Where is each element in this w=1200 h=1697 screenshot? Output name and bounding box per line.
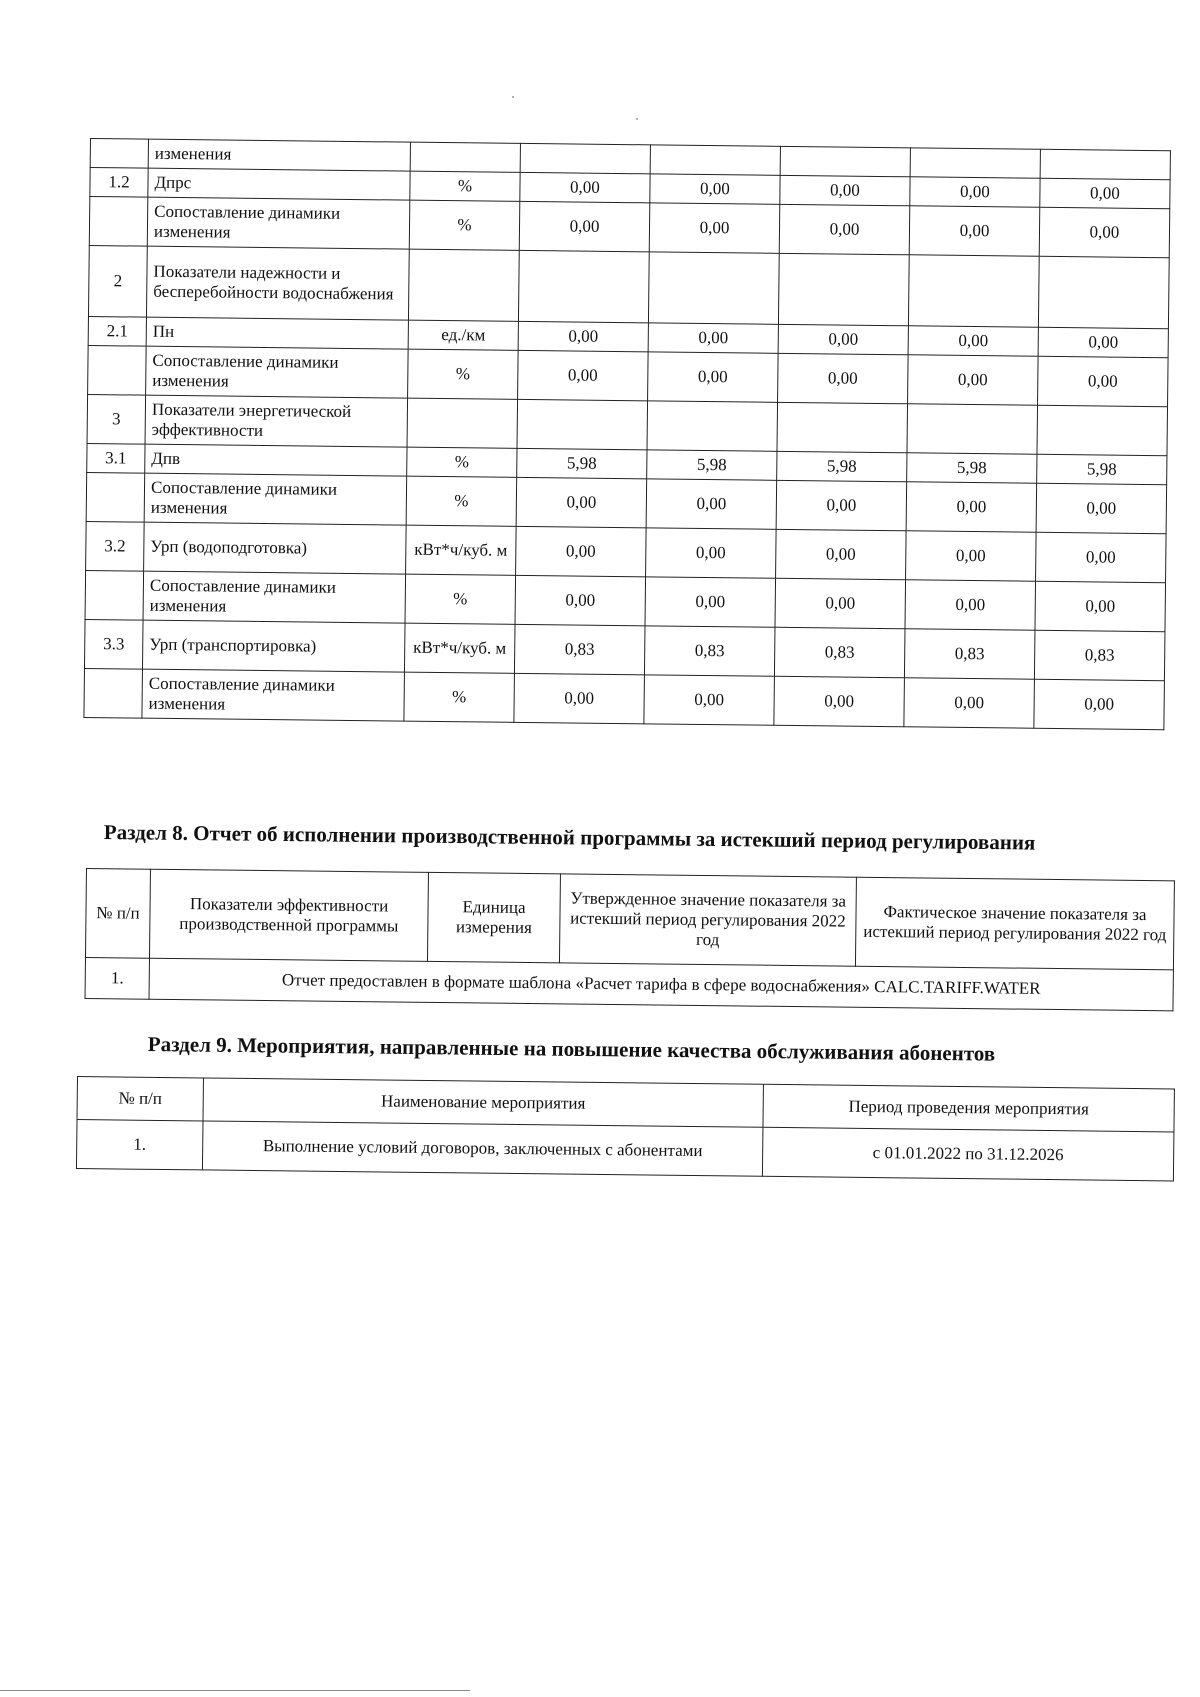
value-cell: 0,00: [778, 353, 909, 403]
value-cell: 0,00: [906, 531, 1037, 581]
value-cell: 0,00: [774, 676, 905, 726]
unit-cell: %: [405, 574, 516, 624]
col-header-name: Наименование мероприятия: [203, 1078, 763, 1127]
indicator-name: Сопоставление динамики изменения: [142, 669, 405, 721]
indicator-name: Урп (транспортировка): [142, 620, 405, 672]
section-8-title: Раздел 8. Отчет об исполнении производственной программы за истекший период регулирования: [103, 820, 1036, 855]
value-cell: 0,00: [516, 526, 647, 576]
indicator-name: Дпрс: [148, 168, 410, 200]
scan-bottom-line: [0, 1690, 470, 1691]
value-cell: 0,83: [644, 626, 775, 676]
value-cell: 0,00: [1040, 178, 1170, 208]
value-cell: 0,00: [779, 204, 910, 254]
col-header-actual: Фактическое значение показателя за истекший период регулирования 2022 год: [855, 877, 1174, 970]
value-cell: [650, 145, 780, 175]
unit-cell: %: [408, 349, 519, 399]
value-cell: 0,00: [905, 580, 1036, 630]
row-number: 1.: [76, 1120, 203, 1170]
value-cell: [780, 146, 910, 176]
section-9-title: Раздел 9. Мероприятия, направленные на повышение качества обслуживания абонентов: [147, 1032, 996, 1066]
value-cell: [907, 404, 1038, 454]
value-cell: [778, 253, 909, 325]
indicator-name: Сопоставление динамики изменения: [146, 346, 409, 398]
indicator-name: Урп (водоподготовка): [144, 522, 407, 574]
unit-cell: [408, 249, 519, 321]
value-cell: 0,00: [904, 678, 1035, 728]
col-header-approved: Утвержденное значение показателя за истекший период регулирования 2022 год: [559, 874, 856, 966]
value-cell: [1037, 405, 1168, 455]
scan-speck: [636, 118, 638, 120]
value-cell: [1038, 256, 1169, 328]
measure-name: Выполнение условий договоров, заключенных с абонентами: [202, 1121, 763, 1176]
indicator-name: Показатели надежности и бесперебойности водоснабжения: [146, 246, 409, 320]
value-cell: 5,98: [647, 450, 777, 480]
section-8-header-row: [85, 869, 1174, 970]
value-cell: [648, 252, 779, 324]
value-cell: 0,00: [776, 529, 907, 579]
indicator-name: Пн: [146, 317, 408, 349]
value-cell: 0,00: [515, 575, 646, 625]
value-cell: 0,00: [644, 675, 775, 725]
indicator-name: Сопоставление динамики изменения: [144, 473, 407, 525]
col-header-period: Период проведения мероприятия: [763, 1084, 1174, 1132]
value-cell: 0,00: [776, 480, 907, 530]
scan-speck: [512, 96, 514, 98]
value-cell: 0,00: [514, 673, 645, 723]
value-cell: 0,83: [774, 627, 905, 677]
row-number: 3.2: [86, 521, 145, 571]
indicator-name: Сопоставление динамики изменения: [143, 571, 406, 623]
value-cell: 0,00: [649, 203, 780, 253]
value-cell: 0,00: [909, 206, 1040, 256]
row-number: [88, 345, 147, 395]
indicator-name: Сопоставление динамики изменения: [147, 197, 410, 249]
value-cell: 0,00: [778, 324, 908, 354]
value-cell: 0,00: [648, 323, 778, 353]
unit-cell: кВт*ч/куб. м: [404, 623, 515, 673]
value-cell: [517, 399, 648, 449]
value-cell: 0,00: [1035, 581, 1166, 631]
row-number: 2.1: [88, 316, 146, 346]
value-cell: 0,00: [908, 355, 1039, 405]
value-cell: 0,00: [646, 479, 777, 529]
unit-cell: %: [404, 672, 515, 722]
value-cell: 5,98: [1037, 454, 1167, 484]
value-cell: 0,00: [1036, 483, 1167, 533]
value-cell: 0,00: [1039, 207, 1170, 257]
value-cell: [777, 402, 908, 452]
row-number: 3: [87, 394, 146, 444]
value-cell: 0,00: [520, 172, 650, 202]
row-number: 2: [88, 245, 147, 317]
value-cell: 0,00: [910, 177, 1040, 207]
value-cell: 0,00: [1038, 327, 1168, 357]
row-number: [86, 472, 145, 522]
value-cell: 0,00: [1038, 356, 1169, 406]
unit-cell: [407, 398, 518, 448]
value-cell: 5,98: [517, 448, 647, 478]
value-cell: 0,83: [514, 624, 645, 674]
section-9-table: [76, 1076, 1175, 1181]
value-cell: 0,00: [780, 175, 910, 205]
section-8-table: [85, 868, 1175, 1011]
value-cell: 0,83: [1034, 630, 1165, 680]
row-number: [85, 570, 144, 620]
table-row: [88, 245, 1169, 328]
indicators-table: [83, 138, 1171, 730]
value-cell: 0,00: [1034, 679, 1165, 729]
indicator-name: Дпв: [145, 444, 407, 476]
indicator-name: изменения: [148, 139, 410, 171]
unit-cell: ед./км: [408, 320, 518, 350]
value-cell: [518, 250, 649, 322]
indicator-name: Показатели энергетической эффективности: [145, 395, 408, 447]
col-header-no: № п/п: [77, 1077, 203, 1121]
value-cell: 0,00: [518, 321, 648, 351]
value-cell: [647, 401, 778, 451]
value-cell: 0,00: [775, 578, 906, 628]
unit-cell: %: [410, 171, 520, 201]
value-cell: 0,00: [646, 528, 777, 578]
row-number: 3.1: [87, 443, 145, 473]
value-cell: 0,00: [516, 477, 647, 527]
value-cell: 5,98: [777, 451, 907, 481]
report-note: Отчет предоставлен в формате шаблона «Расчет тарифа в сфере водоснабжения» CALC.TARIFF.WATER: [149, 958, 1173, 1011]
value-cell: 5,98: [907, 453, 1037, 483]
row-number: [89, 197, 148, 247]
col-header-unit: Единица измерения: [427, 872, 560, 962]
row-number: 1.2: [90, 168, 148, 198]
value-cell: 0,83: [904, 629, 1035, 679]
value-cell: 0,00: [906, 482, 1037, 532]
unit-cell: %: [406, 476, 517, 526]
row-number: 3.3: [84, 619, 143, 669]
value-cell: 0,00: [519, 201, 650, 251]
value-cell: [520, 143, 650, 173]
col-header-indicator: Показатели эффективности производственной программы: [149, 869, 428, 961]
value-cell: 0,00: [648, 352, 779, 402]
value-cell: 0,00: [1036, 532, 1167, 582]
value-cell: 0,00: [645, 577, 776, 627]
value-cell: 0,00: [908, 326, 1038, 356]
value-cell: 0,00: [650, 174, 780, 204]
measure-period: с 01.01.2022 по 31.12.2026: [762, 1127, 1174, 1181]
value-cell: 0,00: [518, 350, 649, 400]
col-header-no: № п/п: [85, 869, 150, 959]
unit-cell: %: [407, 447, 517, 477]
unit-cell: [410, 142, 520, 172]
unit-cell: %: [409, 200, 520, 250]
unit-cell: кВт*ч/куб. м: [406, 525, 517, 575]
value-cell: [908, 255, 1039, 327]
row-number: [90, 139, 148, 169]
value-cell: [1040, 149, 1170, 179]
row-number: 1.: [85, 957, 149, 999]
row-number: [84, 668, 143, 718]
value-cell: [910, 148, 1040, 178]
